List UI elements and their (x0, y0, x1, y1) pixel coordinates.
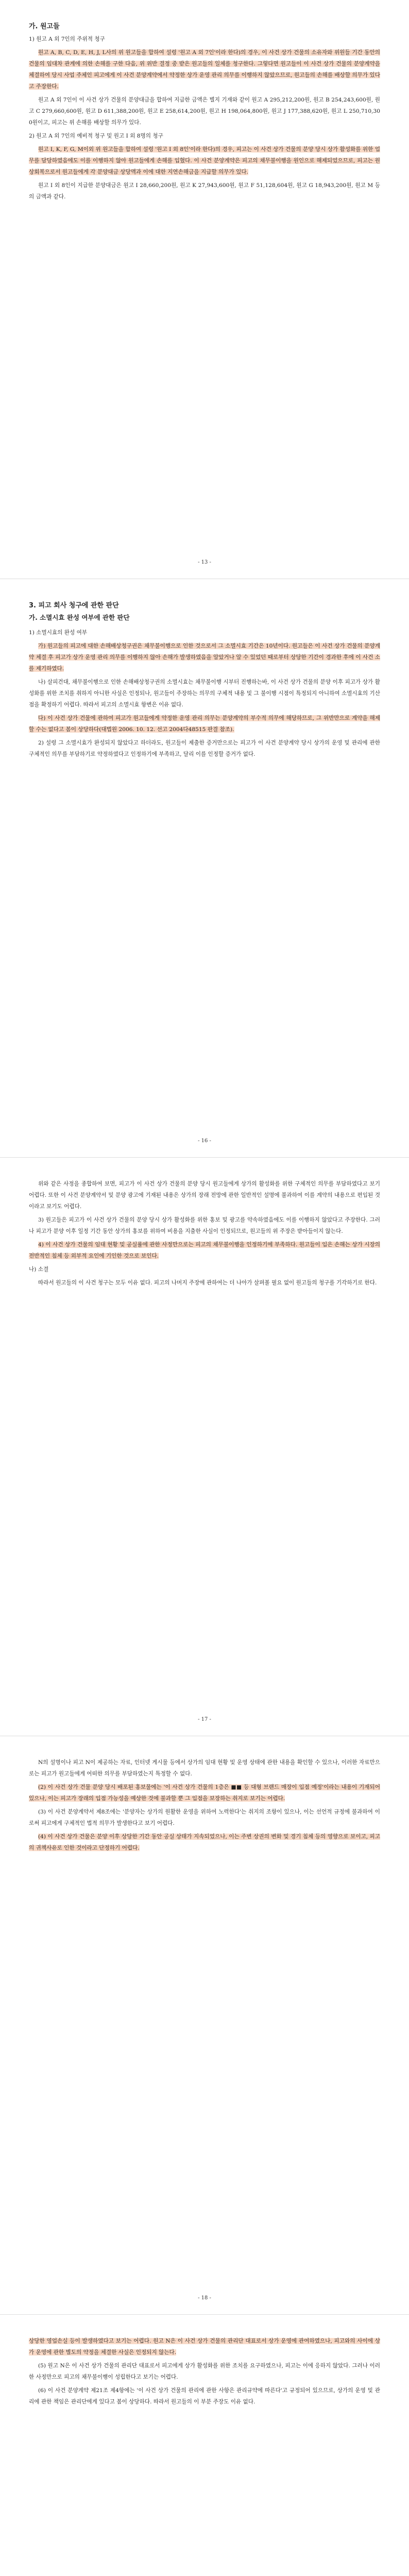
paragraph: 2) 설령 그 소멸시효가 완성되지 않았다고 하더라도, 원고들이 제출한 증거만으로는 피고가 이 사건 분양계약 당시 상가의 운영 및 관리에 관한 구체적인 의무를 부담하기로 약정하였다고 인정하기에 부족하고, 달리 이를 인정할 증거가 없다. (29, 740, 380, 757)
highlighted-text: (2) 이 사건 상가 건물 분양 당시 배포된 홍보물에는 '이 사건 상가 건물의 1층은 ■■ 등 대형 브랜드 매장이 입점 예정'이라는 내용이 기재되어 있으나, 이는 피고가 장래의 입점 가능성을 예상한 것에 불과할 뿐 그 입점을 보장하는 취지로 보기는 어렵다. (29, 1784, 380, 1802)
paragraph (29, 1239, 380, 1262)
paragraph: 원고 A 외 7인이 이 사건 상가 건물의 분양대금을 합하여 지급한 금액은 별지 기재와 같이 원고 A 295,212,200원, 원고 B 254,243,600원, 원고 C 279,660,600원, 원고 D 611,388,200원, 원고 E 258,614,200원, 원고 H 198,064,800원, 원고 J 177,388,620원, 원고 L 250,710,300원이고, 피고는 위 손해를 배상할 의무가 있다. (29, 97, 380, 126)
page-number: - 13 - (198, 560, 211, 565)
paragraph: 1) 원고 A 외 7인의 주위적 청구 (29, 36, 105, 42)
page-number: - 17 - (198, 1717, 211, 1722)
section-subheading: 가. 소멸시효 완성 여부에 관한 판단 (29, 614, 130, 621)
paragraph (29, 47, 380, 92)
paragraph: 따라서 원고들의 이 사건 청구는 모두 이유 없다. 피고의 나머지 주장에 관하여는 더 나아가 살펴볼 필요 없이 원고들의 청구를 기각하기로 한다. (38, 1280, 377, 1286)
paragraph-list (29, 2335, 380, 2408)
highlighted-text: 원고 A, B, C, D, E, H, J, L사의 위 원고들을 합하여 설령 '원고 A 외 7인'이라 한다)의 경우, 이 사건 상가 건물의 소유자와 위원들 기간 동안의 건물의 임대차 관계에 의한 손해를 구한 다음, 위 위반 결정 중 받은 원고들의 일체를 청구한다. 그렇다면 원고들이 이 사건 상가 건물의 분양계약을 체결하여 당시 사업 주체인 피고에게 이 사건 분양계약에서 약정한 상가 운영 관리 의무를 이행하지 않았으므로, 원고들의 손해를 배상할 의무가 있다고 주장한다. (29, 49, 380, 90)
paragraph (29, 1831, 380, 1854)
paragraph-list (29, 1757, 380, 1854)
paragraph-list (29, 1178, 380, 1289)
highlighted-text: 상당한 영업손실 등이 발생하였다고 보기는 어렵다. 원고 N은 이 사건 상가 건물의 관리단 대표로서 상가 운영에 관여하였으나, 피고와의 사이에 상가 운영에 관한 별도의 약정을 체결한 사실은 인정되지 않는다. (29, 2338, 380, 2355)
page-number: - 18 - (198, 2295, 211, 2301)
paragraph: 원고 I 외 8인이 지급한 분양대금은 원고 I 28,660,200원, 원고 K 27,943,600원, 원고 F 51,128,604원, 원고 G 18,943,200원, 원고 M 등의 금액과 같다. (29, 182, 380, 200)
paragraph (29, 144, 380, 178)
page-3 (0, 1157, 409, 1736)
highlighted-text: (4) 이 사건 상가 건물은 분양 이후 상당한 기간 동안 공실 상태가 지속되었으나, 이는 주변 상권의 변화 및 경기 침체 등의 영향으로 보이고, 피고의 귀책사유로 인한 것이라고 단정하기 어렵다. (29, 1834, 380, 1851)
paragraph (29, 713, 380, 735)
paragraph: N의 설명이나 피고 N이 제공하는 자료, 인터넷 게시물 등에서 상가의 임대 현황 및 운영 상태에 관한 내용을 확인할 수 있으나, 이러한 자료만으로는 피고가 원고들에게 어떠한 의무를 부담하였는지 특정할 수 없다. (29, 1759, 380, 1777)
highlighted-text: 다) 이 사건 상가 건물에 관하여 피고가 원고들에게 약정한 운영 관리 의무는 분양계약의 부수적 의무에 해당하므로, 그 위반만으로 계약을 해제할 수는 없다고 봄이 상당하다(대법원 2006. 10. 12. 선고 2004다48515 판결 참조). (29, 715, 380, 733)
page-2 (0, 579, 409, 1157)
paragraph: 나) 소결 (29, 1266, 49, 1273)
paragraph: (5) 원고 N은 이 사건 상가 건물의 관리단 대표로서 피고에게 상가 활성화를 위한 조치를 요구하였으나, 피고는 이에 응하지 않았다. 그러나 이러한 사정만으로 피고의 채무불이행이 성립한다고 보기는 어렵다. (29, 2363, 380, 2380)
paragraph: 위와 같은 사정을 종합하여 보면, 피고가 이 사건 상가 건물의 분양 당시 원고들에게 상가의 활성화를 위한 구체적인 의무를 부담하였다고 보기 어렵다. 또한 이 사건 분양계약서 및 분양 광고에 기재된 내용은 상가의 장래 전망에 관한 일반적인 설명에 불과하여 이를 계약의 내용으로 편입된 것이라고 보기도 어렵다. (29, 1181, 380, 1210)
paragraph: 3) 원고들은 피고가 이 사건 상가 건물의 분양 당시 상가 활성화를 위한 홍보 및 광고를 약속하였음에도 이를 이행하지 않았다고 주장한다. 그러나 피고가 분양 이후 일정 기간 동안 상가의 홍보를 위하여 비용을 지출한 사실이 인정되므로, 원고들의 위 주장은 받아들이지 않는다. (29, 1217, 380, 1234)
highlighted-text: 4) 이 사건 상가 건물의 임대 현황 및 공실률에 관한 사정만으로는 피고의 채무불이행을 인정하기에 부족하다. 원고들이 입은 손해는 상가 시장의 전반적인 침체 등 외부적 요인에 기인한 것으로 보인다. (29, 1242, 380, 1259)
section-heading: 3. 피고 회사 청구에 관한 판단 (29, 602, 119, 609)
paragraph: 1) 소멸시효의 완성 여부 (29, 630, 88, 636)
paragraph: (3) 이 사건 분양계약서 제8조에는 '분양자는 상가의 원활한 운영을 위하여 노력한다'는 취지의 조항이 있으나, 이는 선언적 규정에 불과하여 이로써 피고에게 구체적인 법적 의무가 발생한다고 보기 어렵다. (29, 1809, 380, 1826)
paragraph (29, 2335, 380, 2358)
paragraph (29, 640, 380, 674)
highlighted-text: 가) 원고들의 피고에 대한 손해배상청구권은 채무불이행으로 인한 것으로서 그 소멸시효 기간은 10년이다. 원고들은 이 사건 상가 건물의 분양계약 체결 후 피고가 상가 운영 관리 의무를 이행하지 않아 손해가 발생하였음을 알았거나 알 수 있었던 때로부터 상당한 기간이 경과한 후에 이 사건 소를 제기하였다. (29, 643, 380, 672)
paragraph: 나) 살피건대, 채무불이행으로 인한 손해배상청구권의 소멸시효는 채무불이행 시부터 진행하는바, 이 사건 상가 건물의 분양 이후 피고가 상가 활성화를 위한 조치를 취하지 아니한 사실은 인정되나, 원고들이 주장하는 의무의 구체적 내용 및 그 불이행 시점이 특정되지 아니하여 소멸시효의 기산점을 확정하기 어렵다. 따라서 피고의 소멸시효 항변은 이유 없다. (29, 679, 380, 708)
paragraph-list (29, 33, 380, 202)
page-5 (0, 2314, 409, 2576)
page-1 (0, 0, 409, 579)
section-heading: 가. 원고들 (29, 23, 60, 30)
paragraph: (6) 이 사건 분양계약 제21조 제4항에는 '이 사건 상가 건물의 관리에 관한 사항은 관리규약에 따른다'고 규정되어 있으므로, 상가의 운영 및 관리에 관한 책임은 관리단에게 있다고 봄이 상당하다. 따라서 원고들의 이 부분 주장도 이유 없다. (29, 2387, 380, 2405)
page-number: - 16 - (198, 1138, 211, 1144)
highlighted-text: 원고 I, K, F, G, M이외 위 원고들을 합하여 설령 '원고 I 외 8인'이라 한다)의 경우, 피고는 이 사건 상가 건물의 분양 당시 상가 활성화를 위한 업무를 담당하였음에도 이를 이행하지 않아 원고들에게 손해를 입혔다. 이 사건 분양계약은 피고의 채무불이행을 원인으로 해제되었으므로, 피고는 원상회복으로서 원고들에게 각 분양대금 상당액과 이에 대한 지연손해금을 지급할 의무가 있다. (29, 146, 380, 175)
paragraph-list (29, 627, 380, 760)
page-4 (0, 1736, 409, 2314)
paragraph: 2) 원고 A 외 7인의 예비적 청구 및 원고 I 외 8명의 청구 (29, 133, 163, 139)
paragraph (29, 1782, 380, 1804)
